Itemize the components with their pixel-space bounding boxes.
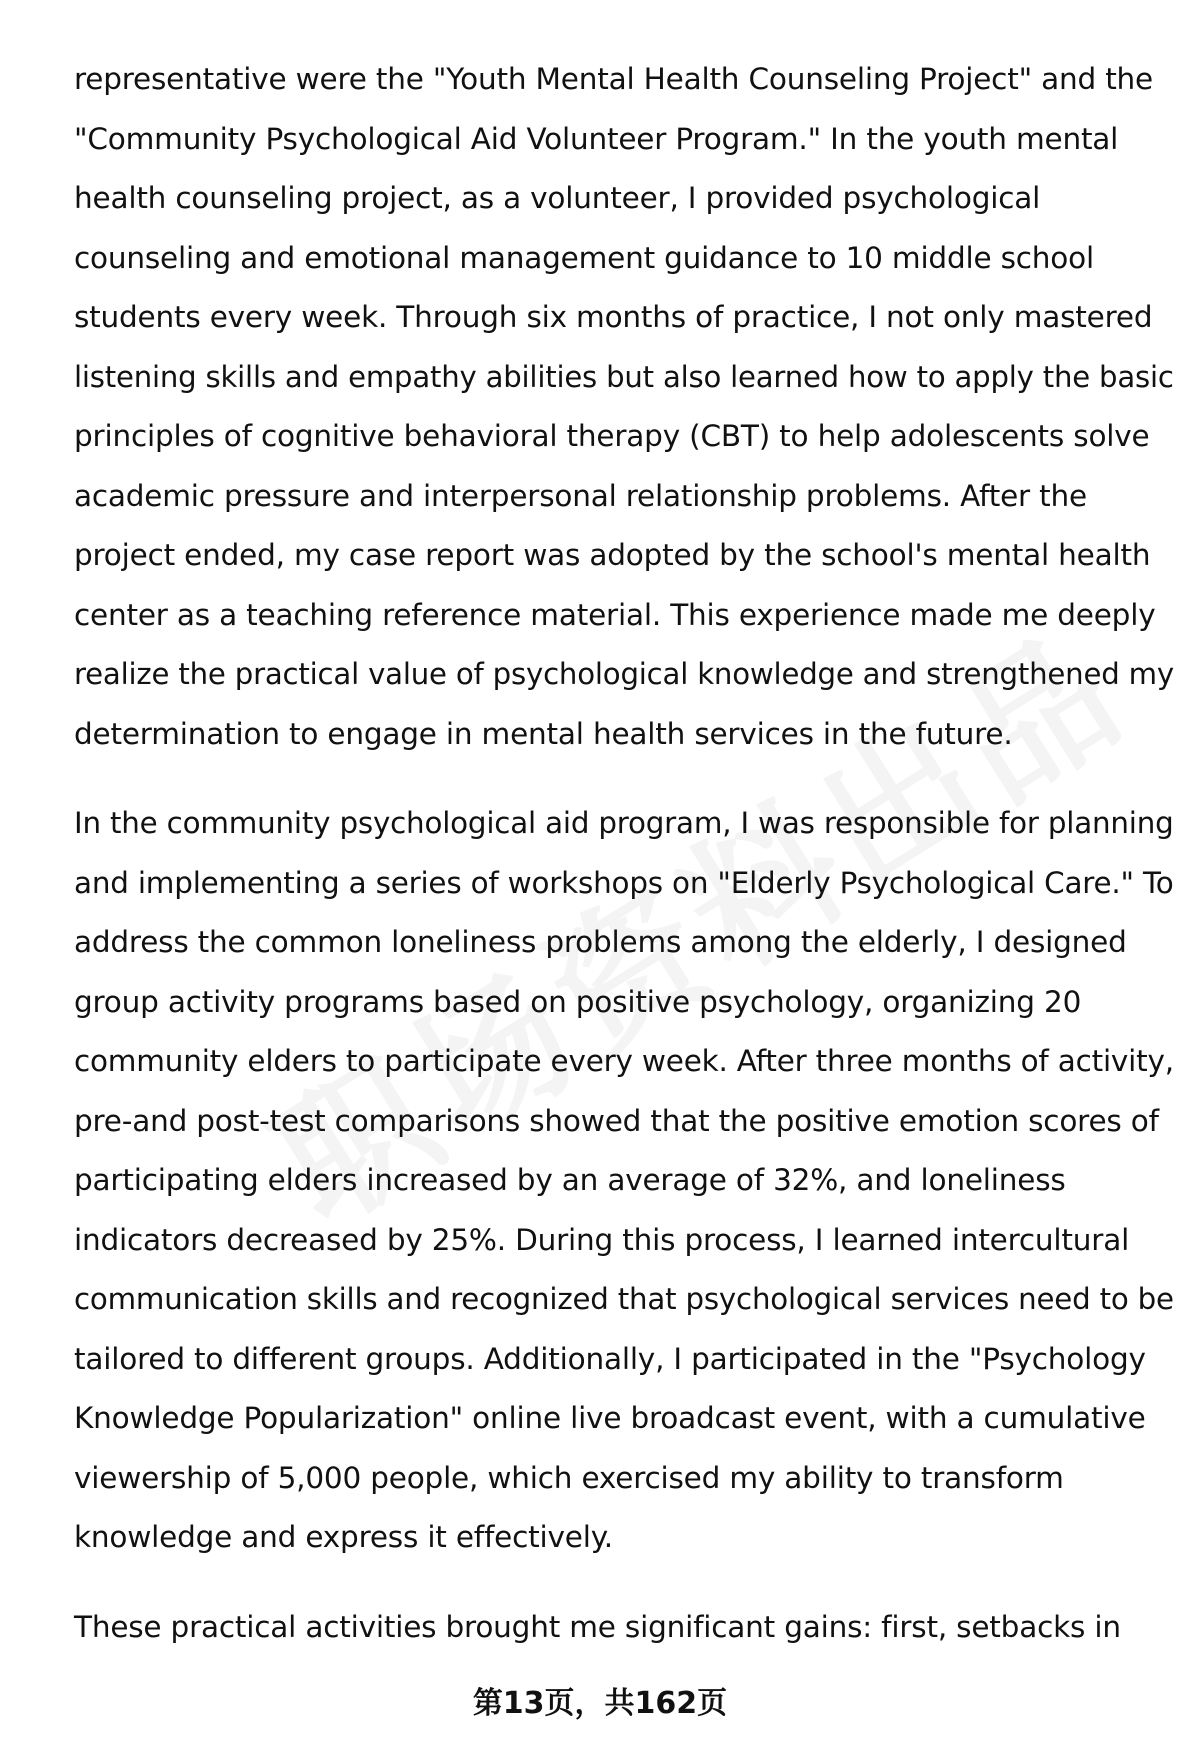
text-line: listening skills and empathy abilities but also learned how to apply the basic	[74, 359, 1174, 394]
text-line: representative were the "Youth Mental Health Counseling Project" and the	[74, 62, 1154, 96]
paragraph-2	[74, 794, 1174, 1568]
text-line: principles of cognitive behavioral therapy (CBT) to help adolescents solve	[74, 419, 1150, 453]
text-line: "Community Psychological Aid Volunteer Program." In the youth mental	[74, 121, 1119, 156]
text-line: communication skills and recognized that psychological services need to be	[74, 1282, 1174, 1316]
text-line: Knowledge Popularization" online live broadcast event, with a cumulative	[74, 1401, 1146, 1435]
paragraph-3	[74, 1598, 1174, 1658]
text-line: realize the practical value of psychological knowledge and strengthened my	[74, 657, 1174, 691]
text-line: academic pressure and interpersonal relationship problems. After the	[74, 478, 1087, 513]
page-number-footer: 第13页，共162页	[472, 1686, 728, 1721]
text-line: health counseling project, as a volunteer, I provided psychological	[74, 181, 1041, 215]
text-line: and implementing a series of workshops on "Elderly Psychological Care." To	[74, 865, 1174, 900]
text-line: In the community psychological aid program, I was responsible for planning	[74, 806, 1174, 840]
text-line: pre-and post-test comparisons showed that the positive emotion scores of	[74, 1103, 1159, 1138]
text-line: community elders to participate every week. After three months of activity,	[74, 1044, 1174, 1078]
text-line: center as a teaching reference material. This experience made me deeply	[74, 597, 1156, 632]
text-line: students every week. Through six months of practice, I not only mastered	[74, 300, 1153, 334]
text-line: These practical activities brought me significant gains: first, setbacks in	[74, 1609, 1121, 1644]
document-body	[74, 50, 1174, 1657]
text-line: indicators decreased by 25%. During this process, I learned intercultural	[74, 1222, 1130, 1257]
text-line: viewership of 5,000 people, which exercised my ability to transform	[74, 1460, 1064, 1495]
text-line: participating elders increased by an average of 32%, and loneliness	[74, 1163, 1066, 1197]
text-line: counseling and emotional management guidance to 10 middle school	[74, 240, 1094, 275]
paragraph-1	[74, 50, 1174, 764]
text-line: tailored to different groups. Additionally, I participated in the "Psychology	[74, 1341, 1146, 1376]
text-line: project ended, my case report was adopted by the school's mental health	[74, 538, 1151, 572]
text-line: determination to engage in mental health services in the future.	[74, 716, 1013, 751]
text-line: address the common loneliness problems among the elderly, I designed	[74, 925, 1127, 959]
text-line: group activity programs based on positive psychology, organizing 20	[74, 984, 1082, 1019]
text-line: knowledge and express it effectively.	[74, 1520, 613, 1554]
